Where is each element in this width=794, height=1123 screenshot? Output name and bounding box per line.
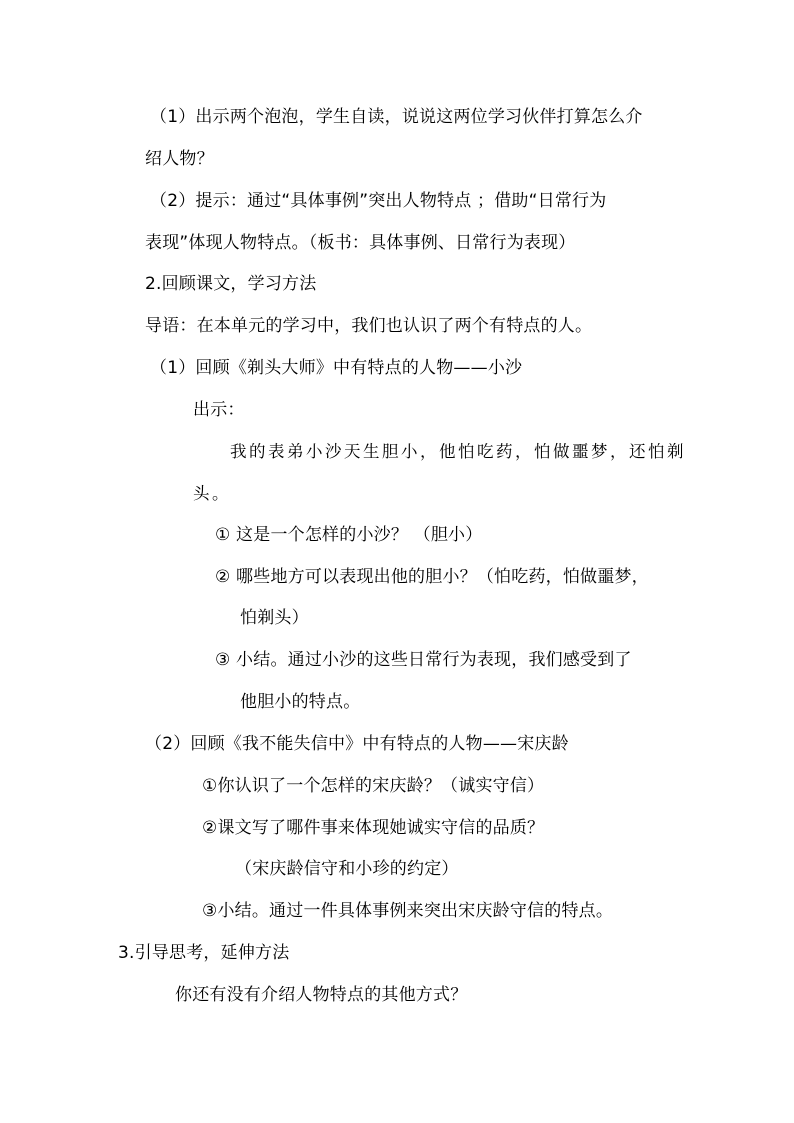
quoted-line-1: 我的表弟小沙天生胆小，他怕吃药，怕做噩梦，还怕剃	[230, 442, 686, 461]
text-line-19: （宋庆龄信守和小珍的约定）	[235, 859, 459, 879]
text-line-17: ①你认识了一个怎样的宋庆龄？（诚实守信）	[202, 776, 545, 796]
text-line-14: ③ 小结。通过小沙的这些日常行为表现，我们感受到了	[215, 650, 632, 670]
text-line-3: （2）提示：通过“具体事例”突出人物特点 ；借助“日常行为	[150, 191, 607, 211]
text-line-15: 他胆小的特点。	[240, 692, 361, 712]
text-line-8: 出示：	[193, 400, 245, 420]
text-line-5: 2.回顾课文，学习方法	[145, 274, 317, 294]
text-line-20: ③小结。通过一件具体事例来突出宋庆龄守信的特点。	[202, 901, 614, 921]
section-heading-3: 3.引导思考，延伸方法	[118, 943, 290, 963]
text-line-12: ② 哪些地方可以表现出他的胆小？（怕吃药，怕做噩梦，	[215, 567, 649, 587]
text-line-6: 导语：在本单元的学习中，我们也认识了两个有特点的人。	[145, 316, 593, 336]
text-line-7: （1）回顾《剃头大师》中有特点的人物——小沙	[150, 358, 523, 378]
text-line-2: 绍人物？	[145, 149, 214, 169]
text-line-18: ②课文写了哪件事来体现她诚实守信的品质？	[202, 818, 545, 838]
text-line-11: ① 这是一个怎样的小沙？ （胆小）	[215, 525, 483, 545]
text-line-4: 表现”体现人物特点。（板书：具体事例、日常行为表现）	[145, 233, 576, 253]
text-line-13: 怕剃头）	[240, 608, 309, 628]
text-line-1: （1）出示两个泡泡，学生自读，说说这两位学习伙伴打算怎么介	[150, 107, 643, 127]
text-line-16: （2）回顾《我不能失信中》中有特点的人物——宋庆龄	[145, 734, 569, 754]
text-line-22: 你还有没有介绍人物特点的其他方式？	[175, 985, 468, 1005]
quoted-line-2: 头。	[193, 484, 231, 503]
